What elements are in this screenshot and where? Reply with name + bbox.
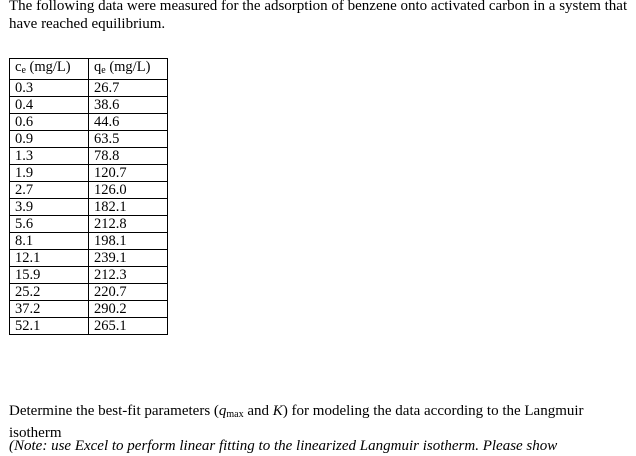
table-row [10,165,168,182]
qe-cell: 198.1 [89,233,168,250]
k-symbol: K [272,403,283,419]
table-row [10,250,168,267]
ce-symbol: c [15,59,22,75]
ce-cell: 5.6 [10,216,89,233]
ce-cell: 37.2 [10,301,89,318]
qe-cell: 182.1 [89,199,168,216]
table-row [10,233,168,250]
table-row [10,80,168,97]
table-row [10,318,168,335]
ce-cell: 1.9 [10,165,89,182]
ce-cell: 15.9 [10,267,89,284]
intro-text: The following data were measured for the adsorption of benzene onto activated carbon in a system that have reached equilibrium. [9,0,628,32]
qe-cell: 290.2 [89,301,168,318]
table-row [10,182,168,199]
qe-cell: 212.3 [89,267,168,284]
ce-column-header [10,59,89,80]
table-row [10,199,168,216]
qe-cell: 63.5 [89,131,168,148]
ce-cell: 0.6 [10,114,89,131]
qe-cell: 212.8 [89,216,168,233]
table-row [10,148,168,165]
ce-unit: (mg/L) [25,59,71,75]
note-text: (Note: use Excel to perform linear fitting to the linearized Langmuir isotherm. Please show [9,438,558,454]
qe-cell: 220.7 [89,284,168,301]
ce-cell: 1.3 [10,148,89,165]
ce-cell: 2.7 [10,182,89,199]
ce-cell: 25.2 [10,284,89,301]
ce-cell: 3.9 [10,199,89,216]
qe-cell: 78.8 [89,148,168,165]
qe-unit: (mg/L) [105,59,151,75]
qe-cell: 38.6 [89,97,168,114]
question-part1: Determine the best-fit parameters ( [9,403,219,419]
qe-cell: 120.7 [89,165,168,182]
qe-column-header [89,59,168,80]
ce-cell: 12.1 [10,250,89,267]
ce-cell: 0.3 [10,80,89,97]
qe-cell: 239.1 [89,250,168,267]
ce-cell: 8.1 [10,233,89,250]
qe-symbol: q [94,59,102,75]
qe-cell: 265.1 [89,318,168,335]
qe-cell: 44.6 [89,114,168,131]
ce-cell: 52.1 [10,318,89,335]
table-row [10,284,168,301]
table-row [10,301,168,318]
qmax-subscript: max [226,409,244,420]
question-text [9,402,629,442]
qe-cell: 126.0 [89,182,168,199]
table-row [10,267,168,284]
table-row [10,131,168,148]
table-header-row [10,59,168,80]
ce-cell: 0.4 [10,97,89,114]
qmax-symbol: q [218,403,227,419]
table-row [10,114,168,131]
table-row [10,97,168,114]
table-row [10,216,168,233]
question-part3: ) for modeling the data according to the Langmuir isotherm [9,403,584,441]
qe-cell: 26.7 [89,80,168,97]
ce-cell: 0.9 [10,131,89,148]
adsorption-data-table [9,58,168,335]
question-part2: and [243,403,273,419]
qe-subscript: e [101,65,106,76]
ce-subscript: e [21,65,26,76]
